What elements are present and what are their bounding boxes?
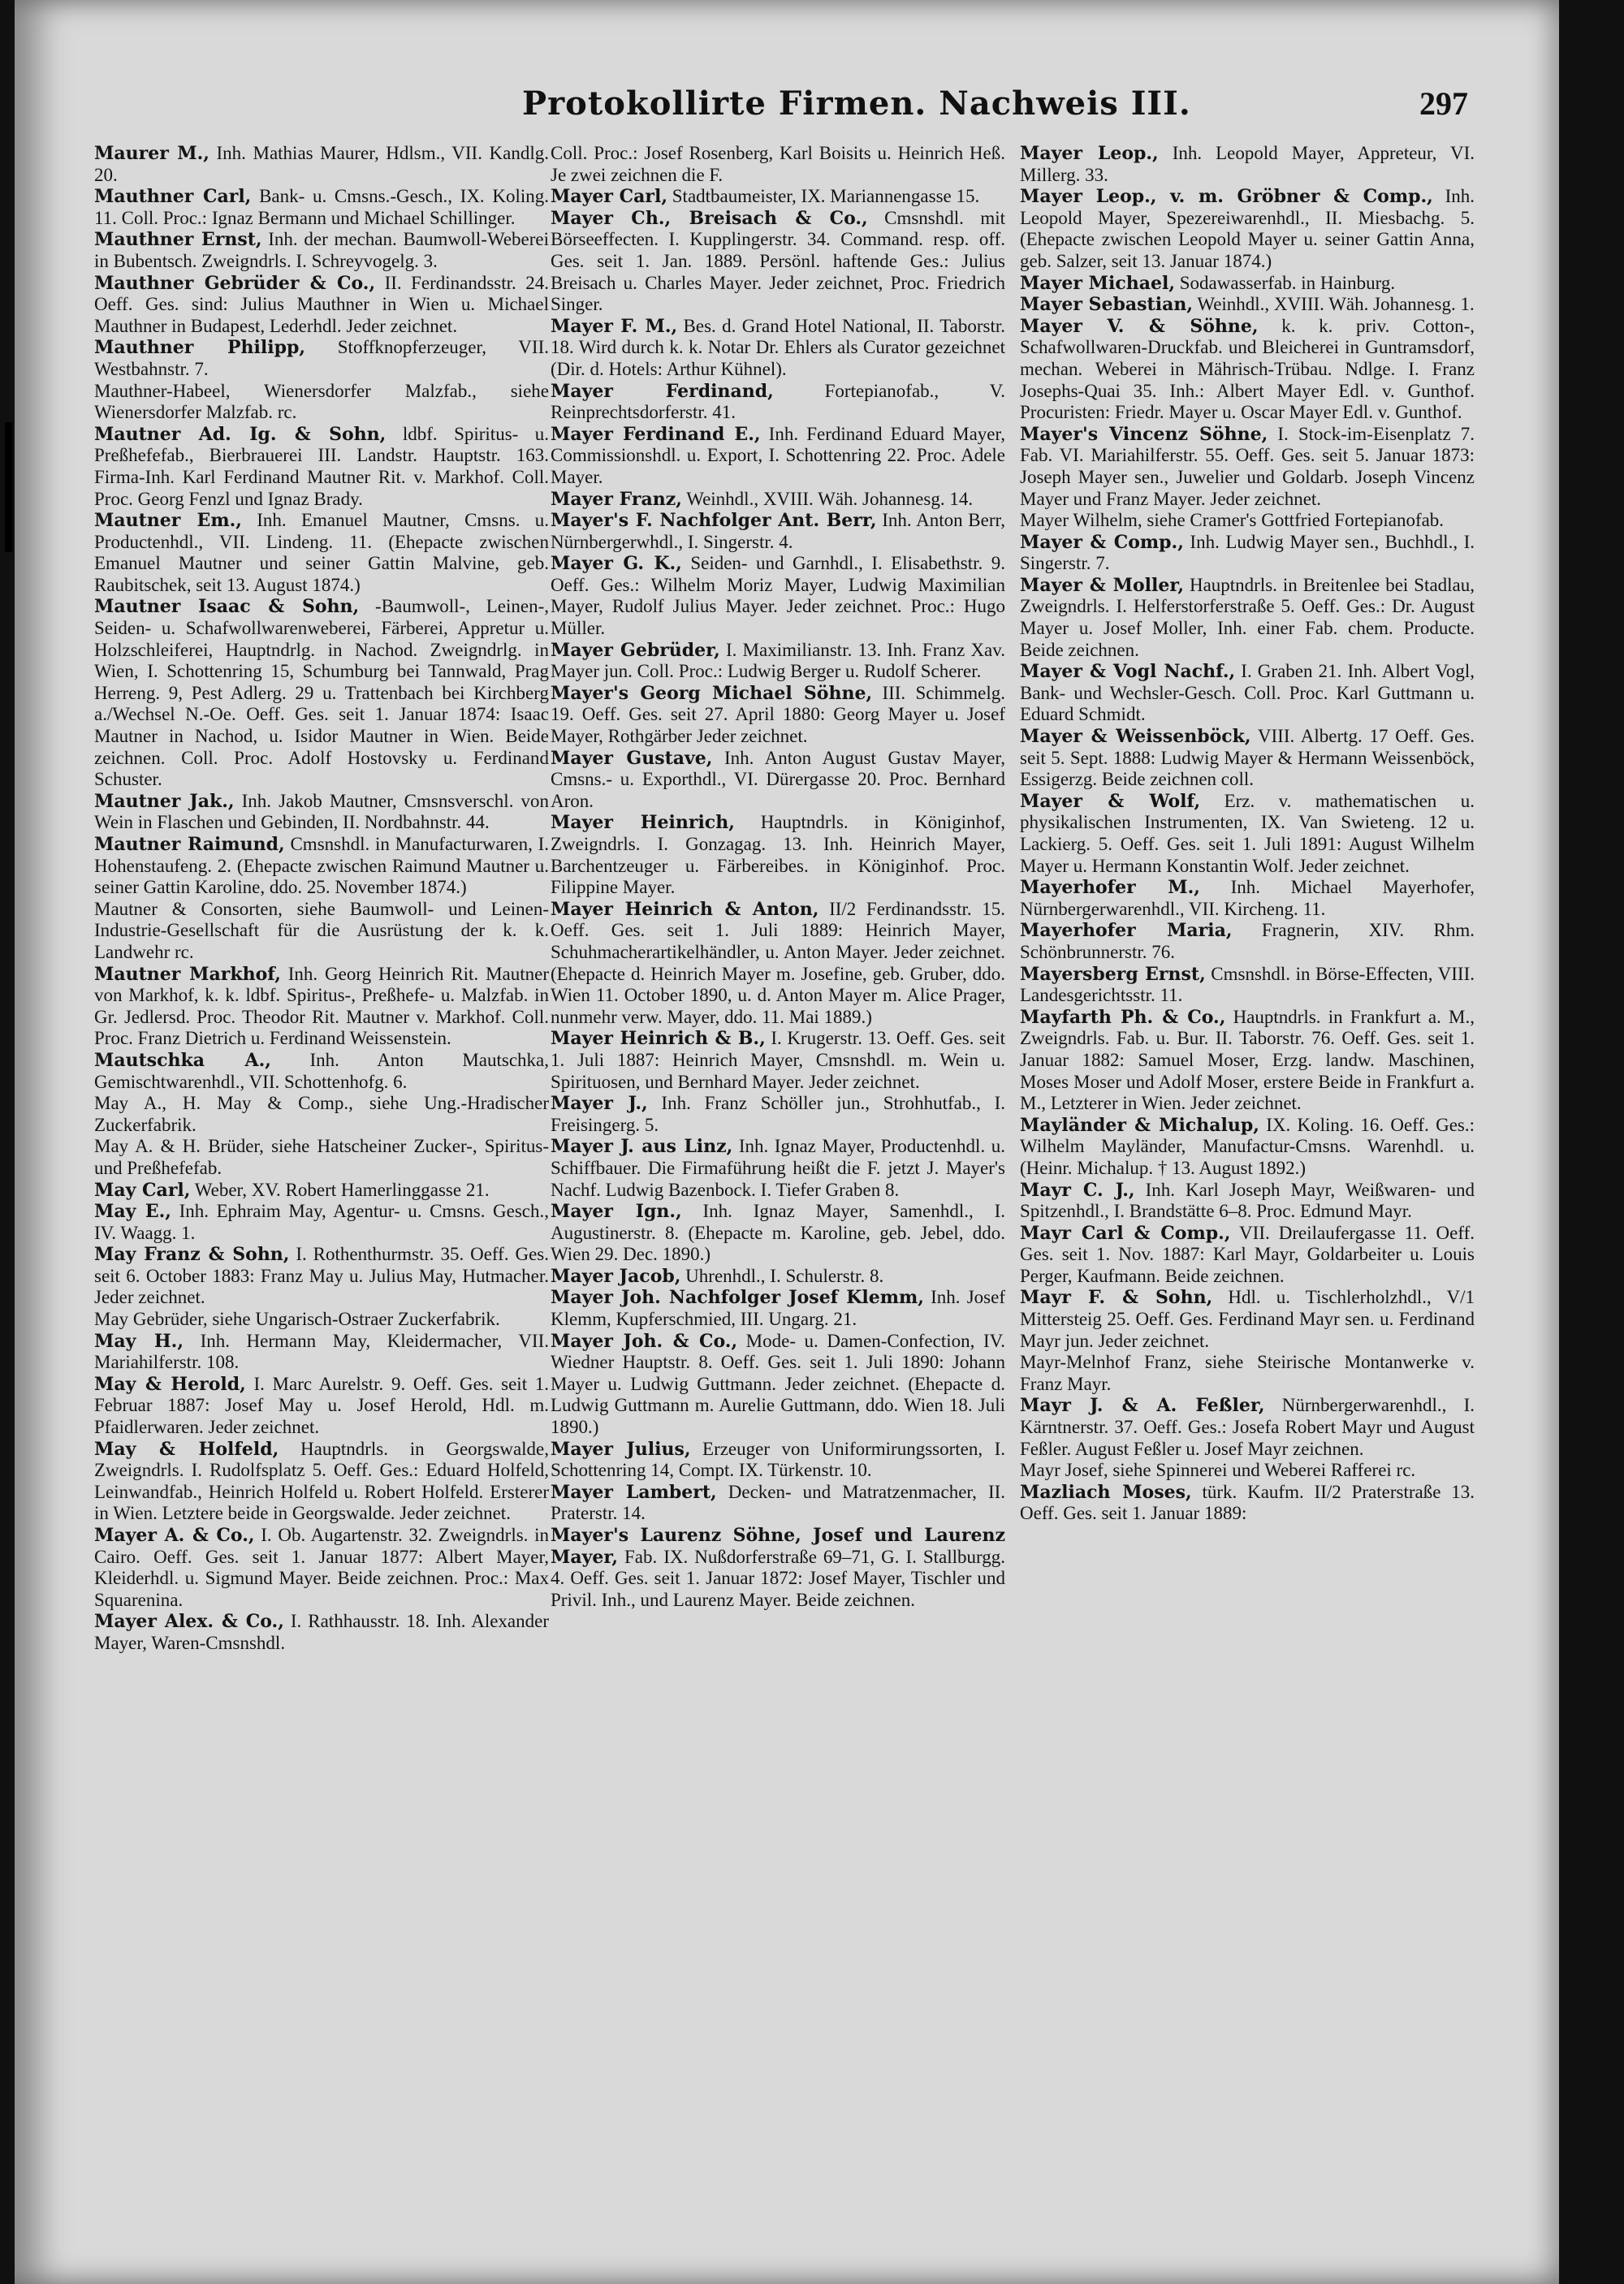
firm-name: Mayer Michael, xyxy=(1020,272,1176,294)
entry-text: Cmsnshdl. in Manufacturwaren, I. Hohenstaufeng. 2. (Ehepacte zwischen Raimund Mautner u. seiner Gattin Karoline, ddo. 25. November 1874.) xyxy=(94,834,549,898)
directory-entry xyxy=(551,1525,1005,1611)
entry-text: Mayr Josef, siehe Spinnerei und Weberei Rafferei rc. xyxy=(1020,1460,1416,1481)
directory-entry xyxy=(94,186,549,229)
entry-text: Weinhdl., XVIII. Wäh. Johannesg. 14. xyxy=(686,488,974,509)
directory-entry xyxy=(1020,1352,1475,1395)
directory-entry xyxy=(1020,510,1475,532)
directory-entry xyxy=(94,1050,549,1093)
directory-entry xyxy=(94,1309,549,1331)
directory-entry xyxy=(551,553,1005,639)
entry-text: Inh. Anton Berr, Nürnbergerwhdl., I. Singerstr. 4. xyxy=(551,510,1005,552)
firm-name: Mayfarth Ph. & Co., xyxy=(1020,1006,1226,1028)
directory-entry xyxy=(551,316,1005,381)
firm-name: Mautner Markhof, xyxy=(94,963,281,985)
entry-text: I. Ob. Augartenstr. 32. Zweigndrls. in Cairo. Oeff. Ges. seit 1. Januar 1877: Albert Mayer, Kleiderhdl. u. Sigmund Mayer. Beide zeichnen. Proc.: Max Squarenina. xyxy=(94,1525,549,1610)
firm-name: Mayer Sebastian, xyxy=(1020,294,1193,316)
directory-entry xyxy=(1020,316,1475,424)
entry-text: Fab. IX. Nußdorferstraße 69–71, G. I. Stallburgg. 4. Oeff. Ges. seit 1. Januar 1872: Josef Mayer, Tischler und Privil. Inh., und Laurenz Mayer. Beide zeichnen. xyxy=(551,1546,1005,1610)
entry-text: Bes. d. Grand Hotel National, II. Taborstr. 18. Wird durch k. k. Notar Dr. Ehlers als Curator gezeichnet (Dir. d. Hotels: Arthur Kühnel). xyxy=(551,315,1005,379)
entry-text: Fragnerin, XIV. Rhm. Schönbrunnerstr. 76. xyxy=(1020,920,1475,962)
firm-name: Mayer Leop., xyxy=(1020,143,1159,164)
directory-entry xyxy=(1020,143,1475,186)
directory-entry xyxy=(1020,575,1475,661)
entry-text: IX. Koling. 16. Oeff. Ges.: Wilhelm Mayländer, Manufactur-Cmsns. Warenhdl. u. (Heinr. Michalup. † 13. August 1892.) xyxy=(1020,1114,1475,1178)
entry-text: Cmsnshdl. mit Börseeffecten. I. Kupplingerstr. 34. Command. resp. off. Ges. seit 1. Jan. 1889. Persönl. haftende Ges.: Julius Breisach u. Charles Mayer. Jeder zeichnet, Proc. Friedrich Singer. xyxy=(551,207,1005,315)
firm-name: Mauthner Ernst, xyxy=(94,229,262,251)
directory-entry xyxy=(551,208,1005,316)
directory-entry xyxy=(551,812,1005,898)
entry-text: May A. & H. Brüder, siehe Hatscheiner Zucker-, Spiritus- und Preßhefefab. xyxy=(94,1136,549,1178)
firm-name: Mayer's Vincenz Söhne, xyxy=(1020,423,1268,445)
directory-entry xyxy=(551,1439,1005,1482)
directory-entry xyxy=(94,424,549,510)
directory-entry xyxy=(1020,1460,1475,1482)
directory-entry xyxy=(94,337,549,380)
firm-name: Mayer Joh. Nachfolger Josef Klemm, xyxy=(551,1287,924,1309)
directory-entry xyxy=(1020,1115,1475,1180)
entry-text: Inh. Ludwig Mayer sen., Buchhdl., I. Singerstr. 7. xyxy=(1020,531,1475,574)
directory-entry xyxy=(1020,1287,1475,1352)
directory-entry xyxy=(94,1180,549,1202)
directory-entry xyxy=(1020,726,1475,791)
directory-entry xyxy=(94,1611,549,1654)
entry-text: Inh. Mathias Maurer, Hdlsm., VII. Kandlg. 20. xyxy=(94,143,549,185)
entry-text: Inh. Ferdinand Eduard Mayer, Commissionshdl. u. Export, I. Schottenring 22. Proc. Adele Mayer. xyxy=(551,423,1005,487)
firm-name: Mayer Ferdinand, xyxy=(551,380,774,402)
entry-text: I. Graben 21. Inh. Albert Vogl, Bank- und Wechsler-Gesch. Coll. Proc. Karl Guttmann u. Eduard Schmidt. xyxy=(1020,661,1475,725)
entry-text: Inh. Michael Mayerhofer, Nürnbergerwarenhdl., VII. Kircheng. 11. xyxy=(1020,877,1475,919)
firm-name: Mayr J. & A. Feßler, xyxy=(1020,1395,1265,1417)
directory-entry xyxy=(1020,964,1475,1007)
firm-name: Mayer & Wolf, xyxy=(1020,790,1201,812)
directory-entry xyxy=(94,381,549,424)
directory-entry xyxy=(1020,661,1475,726)
firm-name: Mayer J. aus Linz, xyxy=(551,1136,733,1158)
directory-entry xyxy=(1020,1223,1475,1288)
entry-text: Hdl. u. Tischlerholzhdl., V/1 Mittersteig 25. Oeff. Ges. Ferdinand Mayr sen. u. Ferdinand Mayr jun. Jeder zeichnet. xyxy=(1020,1287,1475,1351)
directory-entry xyxy=(94,1331,549,1374)
entry-text: Seiden- und Garnhdl., I. Elisabethstr. 9. Oeff. Ges.: Wilhelm Moriz Mayer, Ludwig Maximilian Mayer, Rudolf Julius Mayer. Jeder zeichnet. Proc.: Hugo Müller. xyxy=(551,553,1005,639)
entry-text: Weber, XV. Robert Hamerlinggasse 21. xyxy=(194,1179,490,1200)
entry-text: Inh. Jakob Mautner, Cmsnsverschl. von Wein in Flaschen und Gebinden, II. Nordbahnstr. 44. xyxy=(94,790,549,833)
directory-entry xyxy=(551,748,1005,813)
firm-name: Mauthner Gebrüder & Co., xyxy=(94,272,376,294)
directory-entry xyxy=(551,1136,1005,1201)
page-number: 297 xyxy=(1419,85,1468,122)
entry-text: II/2 Ferdinandsstr. 15. Oeff. Ges. seit 1. Juli 1889: Heinrich Mayer, Schuhmacherartikelhändler, u. Anton Mayer. Jeder zeichnet. (Ehepacte d. Heinrich Mayer m. Josefine, geb. Gruber, ddo. Wien 11. October 1890, u. d. Anton Mayer m. Alice Prager, nunmehr verw. Mayer, ddo. 11. Mai 1889.) xyxy=(551,898,1005,1027)
entry-text: Stadtbaumeister, IX. Mariannengasse 15. xyxy=(672,186,980,207)
directory-entry xyxy=(1020,532,1475,575)
directory-entry xyxy=(1020,1482,1475,1525)
directory-entry xyxy=(1020,1180,1475,1223)
firm-name: Mayer Julius, xyxy=(551,1438,691,1460)
directory-entry xyxy=(551,1028,1005,1093)
firm-name: Mayer G. K., xyxy=(551,553,682,575)
entry-text: Decken- und Matratzenmacher, II. Praterstr. 14. xyxy=(551,1481,1005,1524)
directory-entry xyxy=(94,143,549,186)
directory-entry xyxy=(551,1093,1005,1136)
firm-name: May E., xyxy=(94,1201,171,1223)
entry-text: III. Schimmelg. 19. Oeff. Ges. seit 27. April 1880: Georg Mayer u. Josef Mayer, Rothgärber Jeder zeichnet. xyxy=(551,682,1005,747)
directory-entry xyxy=(551,186,1005,208)
firm-name: Mayer Ign., xyxy=(551,1201,682,1223)
firm-name: Mayer Leop., v. m. Gröbner & Comp., xyxy=(1020,186,1433,208)
entry-text: May Gebrüder, siehe Ungarisch-Ostraer Zuckerfabrik. xyxy=(94,1309,500,1330)
firm-name: Mayersberg Ernst, xyxy=(1020,963,1206,985)
entry-text: Hauptndrls. in Königinhof, Zweigndrls. I. Gonzagag. 13. Inh. Heinrich Mayer, Barchentzeuger u. Färbereibes. in Königinhof. Proc. Filippine Mayer. xyxy=(551,812,1005,898)
firm-name: Mayer V. & Söhne, xyxy=(1020,315,1259,337)
firm-name: Mayer Carl, xyxy=(551,186,668,208)
directory-entry xyxy=(1020,294,1475,316)
firm-name: Mayer Lambert, xyxy=(551,1481,717,1503)
firm-name: Mayer Jacob, xyxy=(551,1265,681,1287)
firm-name: Mayer Joh. & Co., xyxy=(551,1330,738,1352)
directory-entry xyxy=(94,899,549,964)
directory-entry xyxy=(94,791,549,834)
column-2 xyxy=(551,143,1005,2124)
directory-entry xyxy=(94,834,549,899)
firm-name: Mayer A. & Co., xyxy=(94,1525,255,1546)
entry-text: Inh. der mechan. Baumwoll-Weberei in Bubentsch. Zweigndrls. I. Schreyvogelg. 3. xyxy=(94,229,549,271)
entry-text: Bank- u. Cmsns.-Gesch., IX. Koling. 11. Coll. Proc.: Ignaz Bermann und Michael Schillinger. xyxy=(94,186,549,228)
directory-entry xyxy=(94,510,549,596)
firm-name: Mayerhofer Maria, xyxy=(1020,920,1233,942)
firm-name: Mautner Em., xyxy=(94,510,242,532)
entry-text: Weinhdl., XVIII. Wäh. Johannesg. 1. xyxy=(1197,294,1475,315)
entry-text: Hauptndrls. in Frankfurt a. M., Zweigndrls. Fab. u. Bur. II. Taborstr. 76. Oeff. Ges. seit 1. Januar 1882: Samuel Moser, Erzg. landw. Maschinen, Moses Moser und Adolf Moser, erstere Beide in Frankfurt a. M., Letzterer in Wien. Jeder zeichnet. xyxy=(1020,1006,1475,1114)
directory-entry xyxy=(551,899,1005,1029)
firm-name: Maurer M., xyxy=(94,143,209,164)
directory-entry xyxy=(551,424,1005,489)
running-title: Protokollirte Firmen. Nachweis III. xyxy=(522,84,1191,123)
directory-entry xyxy=(1020,791,1475,877)
entry-text: Hauptndrls. in Breitenlee bei Stadlau, Zweigndrls. I. Helferstorferstraße 5. Oeff. Ges.: Dr. August Mayer u. Josef Moller, Inh. einer Fab. chem. Producte. Beide zeichnen. xyxy=(1020,574,1475,660)
firm-name: Mayerhofer M., xyxy=(1020,877,1200,899)
directory-entry xyxy=(551,640,1005,683)
directory-entry xyxy=(94,1093,549,1136)
firm-name: Mayer & Comp., xyxy=(1020,531,1184,553)
entry-text: May A., H. May & Comp., siehe Ung.-Hradischer Zuckerfabrik. xyxy=(94,1093,549,1135)
directory-entry xyxy=(1020,273,1475,295)
directory-entry xyxy=(551,1482,1005,1525)
entry-text: VII. Dreilaufergasse 11. Oeff. Ges. seit 1. Nov. 1887: Karl Mayr, Goldarbeiter u. Louis Perger, Kaufmann. Beide zeichnen. xyxy=(1020,1222,1475,1286)
directory-entry xyxy=(94,1374,549,1439)
firm-name: Mautner Raimund, xyxy=(94,834,285,855)
directory-entry xyxy=(1020,186,1475,272)
directory-entry xyxy=(94,229,549,272)
directory-entry xyxy=(1020,1395,1475,1460)
firm-name: Mayer Franz, xyxy=(551,488,682,510)
directory-entry xyxy=(94,1244,549,1309)
firm-name: May & Holfeld, xyxy=(94,1438,279,1460)
firm-name: Mayr Carl & Comp., xyxy=(1020,1222,1231,1244)
entry-text: Inh. Emanuel Mautner, Cmsns. u. Productenhdl., VII. Lindeng. 11. (Ehepacte zwischen Emanuel Mautner und seiner Gattin Malvine, geb. Raubitschek, seit 13. August 1874.) xyxy=(94,510,549,595)
entry-text: Inh. Anton Mautschka, Gemischtwarenhdl., VII. Schottenhofg. 6. xyxy=(94,1049,549,1092)
firm-name: May H., xyxy=(94,1330,184,1352)
entry-text: II. Ferdinandsstr. 24. Oeff. Ges. sind: Julius Mauthner in Wien u. Michael Mauthner in Budapest, Lederhdl. Jeder zeichnet. xyxy=(94,272,549,336)
entry-text: türk. Kaufm. II/2 Praterstraße 13. Oeff. Ges. seit 1. Januar 1889: xyxy=(1020,1481,1475,1524)
firm-name: Mayer & Moller, xyxy=(1020,574,1184,596)
firm-name: Mayer's Laurenz Söhne, Josef und Laurenz Mayer, xyxy=(551,1525,1005,1568)
page-header xyxy=(47,78,1468,136)
entry-text: Stoffknopferzeuger, VII. Westbahnstr. 7. xyxy=(94,337,549,379)
directory-entry xyxy=(94,1136,549,1179)
entry-text: I. Rothenthurmstr. 35. Oeff. Ges. seit 6. October 1883: Franz May u. Julius May, Hutmacher. Jeder zeichnet. xyxy=(94,1244,549,1308)
entry-text: Cmsnshdl. in Börse-Effecten, VIII. Landesgerichtsstr. 11. xyxy=(1020,963,1475,1006)
entry-text: Inh. Ephraim May, Agentur- u. Cmsns. Gesch., IV. Waagg. 1. xyxy=(94,1201,549,1243)
entry-text: Mode- u. Damen-Confection, IV. Wiedner Hauptstr. 8. Oeff. Ges. seit 1. Juli 1890: Johann Mayer u. Ludwig Guttmann. Jeder zeichnet. (Ehepacte d. Ludwig Guttmann m. Aurelie Guttmann, ddo. Wien 18. Juli 1890.) xyxy=(551,1330,1005,1438)
directory-entry xyxy=(551,510,1005,553)
directory-entry xyxy=(94,596,549,790)
directory-entry xyxy=(1020,424,1475,510)
entry-text: Hauptndrls. in Georgswalde, Zweigndrls. I. Rudolfsplatz 5. Oeff. Ges.: Eduard Holfeld, Leinwandfab., Heinrich Holfeld u. Robert Holfeld. Ersterer in Wien. Letztere beide in Georgswalde. Jeder zeichnet. xyxy=(94,1438,549,1524)
firm-name: May & Herold, xyxy=(94,1373,246,1395)
firm-name: Mayer F. M., xyxy=(551,315,678,337)
firm-name: May Carl, xyxy=(94,1179,191,1201)
firm-name: Mautner Isaac & Sohn, xyxy=(94,596,360,618)
entry-text: Mautner & Consorten, siehe Baumwoll- und Leinen-Industrie-Gesellschaft für die Ausrüstung der k. k. Landwehr rc. xyxy=(94,898,549,962)
firm-name: Mautner Ad. Ig. & Sohn, xyxy=(94,423,387,445)
entry-text: Inh. Anton August Gustav Mayer, Cmsns.- u. Exporthdl., VI. Dürergasse 20. Proc. Bernhard Aron. xyxy=(551,747,1005,811)
directory-page xyxy=(15,0,1559,2284)
firm-name: Mayer Heinrich & B., xyxy=(551,1028,766,1050)
firm-name: Mayr F. & Sohn, xyxy=(1020,1287,1213,1309)
directory-entry xyxy=(551,489,1005,511)
directory-entry xyxy=(551,1331,1005,1439)
firm-name: Mayer & Vogl Nachf., xyxy=(1020,661,1236,683)
entry-text: Inh. Josef Klemm, Kupferschmied, III. Ungarg. 21. xyxy=(551,1287,1005,1330)
entry-text: Inh. Ignaz Mayer, Samenhdl., I. Augustinerstr. 8. (Ehepacte m. Karoline, geb. Jebel, ddo. Wien 29. Dec. 1890.) xyxy=(551,1201,1005,1265)
entry-text: I. Stock-im-Eisenplatz 7. Fab. VI. Mariahilferstr. 55. Oeff. Ges. seit 5. Januar 1873: Joseph Mayer sen., Juwelier und Goldarb. Joseph Vincenz Mayer und Franz Mayer. Jeder zeichnet. xyxy=(1020,423,1475,509)
entry-text: Inh. Leopold Mayer, Appreteur, VI. Millerg. 33. xyxy=(1020,143,1475,185)
entry-text: Mayr-Melnhof Franz, siehe Steirische Montanwerke v. Franz Mayr. xyxy=(1020,1352,1475,1394)
directory-entry xyxy=(551,1266,1005,1288)
directory-entry xyxy=(94,1525,549,1611)
firm-name: Mayer J., xyxy=(551,1093,648,1115)
column-1 xyxy=(94,143,549,2124)
entry-text: I. Rathhausstr. 18. Inh. Alexander Mayer, Waren-Cmsnshdl. xyxy=(94,1611,549,1653)
directory-entry xyxy=(551,381,1005,424)
entry-text: Inh. Georg Heinrich Rit. Mautner von Markhof, k. k. ldbf. Spiritus-, Preßhefe- u. Malzfab. in Gr. Jedlersd. Proc. Theodor Rit. Mautner v. Markhof. Coll. Proc. Franz Dietrich u. Ferdinand Weissenstein. xyxy=(94,963,549,1049)
entry-text: Sodawasserfab. in Hainburg. xyxy=(1179,272,1396,293)
entry-text: Inh. Karl Joseph Mayr, Weißwaren- und Spitzenhdl., I. Brandstätte 6–8. Proc. Edmund Mayr. xyxy=(1020,1179,1475,1222)
directory-entry xyxy=(551,1201,1005,1266)
firm-name: Mayer Gustave, xyxy=(551,747,713,769)
entry-text: -Baumwoll-, Leinen-, Seiden- u. Schafwollwarenweberei, Färberei, Appretur u. Holzschleiferei, Hauptndrlg. in Nachod. Zweigndrlg. in Wien, I. Schottenring 15, Schumburg bei Tannwald, Prag Herreng. 9, Pest Adlerg. 29 u. Trattenbach bei Kirchberg a./Wechsel N.-Oe. Oeff. Ges. seit 1. Januar 1874: Isaac Mautner in Nachod, u. Isidor Mautner in Wien. Beide zeichnen. Coll. Proc. Adolf Hostovsky u. Ferdinand Schuster. xyxy=(94,596,549,790)
firm-name: Mayer Alex. & Co., xyxy=(94,1611,284,1633)
directory-entry xyxy=(1020,920,1475,963)
entry-text: ldbf. Spiritus- u. Preßhefefab., Bierbrauerei III. Landstr. Hauptstr. 163. Firma-Inh. Karl Ferdinand Mautner Rit. v. Markhof. Coll. Proc. Georg Fenzl und Ignaz Brady. xyxy=(94,423,549,509)
column-3 xyxy=(1020,143,1475,2124)
directory-entry xyxy=(94,964,549,1050)
directory-entry xyxy=(551,143,1005,186)
firm-name: Mayer's F. Nachfolger Ant. Berr, xyxy=(551,510,877,532)
entry-text: VIII. Albertg. 17 Oeff. Ges. seit 5. Sept. 1888: Ludwig Mayer & Hermann Weissenböck, Essigerzg. Beide zeichnen coll. xyxy=(1020,726,1475,790)
firm-name: Mayer Heinrich & Anton, xyxy=(551,898,819,920)
entry-text: Erz. v. mathematischen u. physikalischen Instrumenten, IX. Van Swieteng. 12 u. Lackierg. 5. Oeff. Ges. seit 1. Juli 1891: August Wilhelm Mayer u. Hermann Konstantin Wolf. Jeder zeichnet. xyxy=(1020,790,1475,876)
firm-name: Mayer Ferdinand E., xyxy=(551,423,761,445)
entry-text: Inh. Ignaz Mayer, Productenhdl. u. Schiffbauer. Die Firmaführung heißt die F. jetzt J. Mayer's Nachf. Ludwig Bazenbock. I. Tiefer Graben 8. xyxy=(551,1136,1005,1200)
entry-text: Inh. Franz Schöller jun., Strohhutfab., I. Freisingerg. 5. xyxy=(551,1093,1005,1135)
firm-name: May Franz & Sohn, xyxy=(94,1244,290,1266)
directory-entry xyxy=(1020,877,1475,920)
directory-entry xyxy=(94,273,549,338)
firm-name: Mazliach Moses, xyxy=(1020,1481,1192,1503)
entry-text: Inh. Leopold Mayer, Spezereiwarenhdl., II. Miesbachg. 5. (Ehepacte zwischen Leopold Mayer u. seiner Gattin Anna, geb. Salzer, seit 13. Januar 1874.) xyxy=(1020,186,1475,271)
binding-mark xyxy=(5,422,12,552)
directory-entry xyxy=(94,1439,549,1525)
entry-text: Fortepianofab., V. Reinprechtsdorferstr. 41. xyxy=(551,380,1005,423)
directory-entry xyxy=(1020,1007,1475,1115)
entry-text: Uhrenhdl., I. Schulerstr. 8. xyxy=(685,1265,884,1286)
firm-name: Mautschka A., xyxy=(94,1049,271,1071)
firm-name: Mauthner Philipp, xyxy=(94,337,306,359)
entry-text: I. Maximilianstr. 13. Inh. Franz Xav. Mayer jun. Coll. Proc.: Ludwig Berger u. Rudolf Scherer. xyxy=(551,639,1005,682)
entry-text: Mayer Wilhelm, siehe Cramer's Gottfried Fortepianofab. xyxy=(1020,510,1445,531)
directory-entry xyxy=(551,683,1005,748)
firm-name: Mayer Gebrüder, xyxy=(551,639,720,661)
entry-text: Coll. Proc.: Josef Rosenberg, Karl Boisits u. Heinrich Heß. Je zwei zeichnen die F. xyxy=(551,143,1005,185)
entry-text: Erzeuger von Uniformirungssorten, I. Schottenring 14, Compt. IX. Türkenstr. 10. xyxy=(551,1438,1005,1481)
entry-text: k. k. priv. Cotton-, Schafwollwaren-Druckfab. und Bleicherei in Guntramsdorf, mechan. Weberei in Mährisch-Trübau. Ndlge. I. Franz Josephs-Quai 35. Inh.: Albert Mayer Edl. v. Gunthof. Procuristen: Friedr. Mayer u. Oscar Mayer Edl. v. Gunthof. xyxy=(1020,315,1475,423)
firm-name: Mayer's Georg Michael Söhne, xyxy=(551,682,873,704)
firm-name: Mauthner Carl, xyxy=(94,186,252,208)
entry-text: Mauthner-Habeel, Wienersdorfer Malzfab., siehe Wienersdorfer Malzfab. rc. xyxy=(94,380,549,423)
firm-name: Mayer Heinrich, xyxy=(551,812,735,834)
entry-text: Inh. Hermann May, Kleidermacher, VII. Mariahilferstr. 108. xyxy=(94,1330,549,1373)
firm-name: Mayer & Weissenböck, xyxy=(1020,726,1251,748)
firm-name: Mautner Jak., xyxy=(94,790,235,812)
firm-name: Mayr C. J., xyxy=(1020,1179,1135,1201)
entry-text: Nürnbergerwarenhdl., I. Kärntnerstr. 37. Oeff. Ges.: Josefa Robert Mayr und August Feßler. August Feßler u. Josef Mayr zeichnen. xyxy=(1020,1395,1475,1459)
firm-name: Mayländer & Michalup, xyxy=(1020,1114,1259,1136)
directory-entry xyxy=(551,1287,1005,1330)
entry-text: I. Marc Aurelstr. 9. Oeff. Ges. seit 1. Februar 1887: Josef May u. Josef Herold, Hdl. m. Pfaidlerwaren. Jeder zeichnet. xyxy=(94,1373,549,1438)
entry-text: I. Krugerstr. 13. Oeff. Ges. seit 1. Juli 1887: Heinrich Mayer, Cmsnshdl. m. Wein u. Spirituosen, und Bernhard Mayer. Jeder zeichnet. xyxy=(551,1028,1005,1092)
firm-name: Mayer Ch., Breisach & Co., xyxy=(551,207,868,229)
directory-entry xyxy=(94,1201,549,1244)
